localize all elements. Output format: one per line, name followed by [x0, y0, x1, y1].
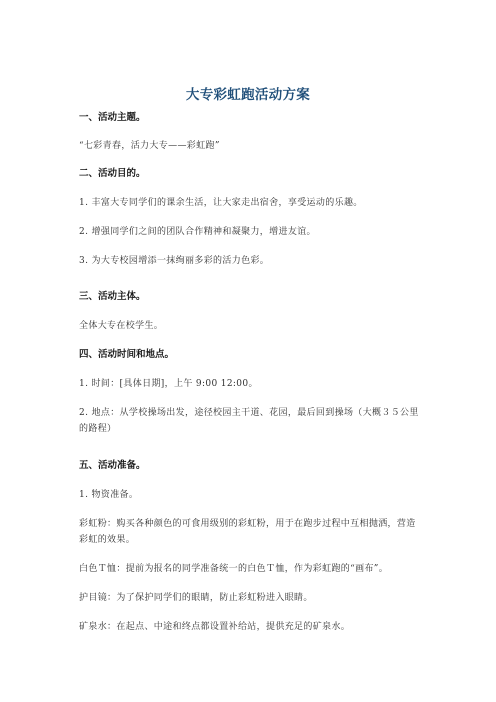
purpose-item: 1. 丰富大专同学们的课余生活，让大家走出宿舍，享受运动的乐趣。	[79, 198, 363, 208]
section-heading-subject: 三、活动主体。	[79, 291, 146, 302]
section-heading-purpose: 二、活动目的。	[79, 168, 146, 179]
time-item: 1. 时间：[具体日期]，上午 9:00 12:00。	[79, 379, 258, 389]
place-item: 2. 地点：从学校操场出发，途径校园主干道、花园，最后回到操场（大概３５公里的路程）	[79, 408, 419, 434]
section-heading-time-place: 四、活动时间和地点。	[79, 349, 175, 360]
section-heading-theme: 一、活动主题。	[79, 112, 146, 123]
preparation-item-water: 矿泉水：在起点、中途和终点都设置补给站，提供充足的矿泉水。	[79, 622, 351, 632]
preparation-item-goggles: 护目镜：为了保护同学们的眼睛，防止彩虹粉进入眼睛。	[79, 593, 313, 603]
preparation-item-rainbow-powder: 彩虹粉：购买各种颜色的可食用级别的彩虹粉，用于在跑步过程中互相抛洒，营造彩虹的效果。	[79, 519, 416, 545]
document-title: 大专彩虹跑活动方案	[185, 87, 311, 103]
subject-text: 全体大专在校学生。	[79, 321, 164, 331]
preparation-item: 1. 物资准备。	[79, 490, 139, 500]
purpose-item: 3. 为大专校园增添一抹绚丽多彩的活力色彩。	[79, 256, 270, 266]
section-heading-preparation: 五、活动准备。	[79, 460, 146, 471]
purpose-item: 2. 增强同学们之间的团队合作精神和凝聚力，增进友谊。	[79, 227, 316, 237]
preparation-item-tshirt: 白色Ｔ恤：提前为报名的同学准备统一的白色Ｔ恤，作为彩虹跑的“画布”。	[79, 564, 389, 574]
theme-text: “七彩青春，活力大专——彩虹跑”	[79, 141, 220, 151]
